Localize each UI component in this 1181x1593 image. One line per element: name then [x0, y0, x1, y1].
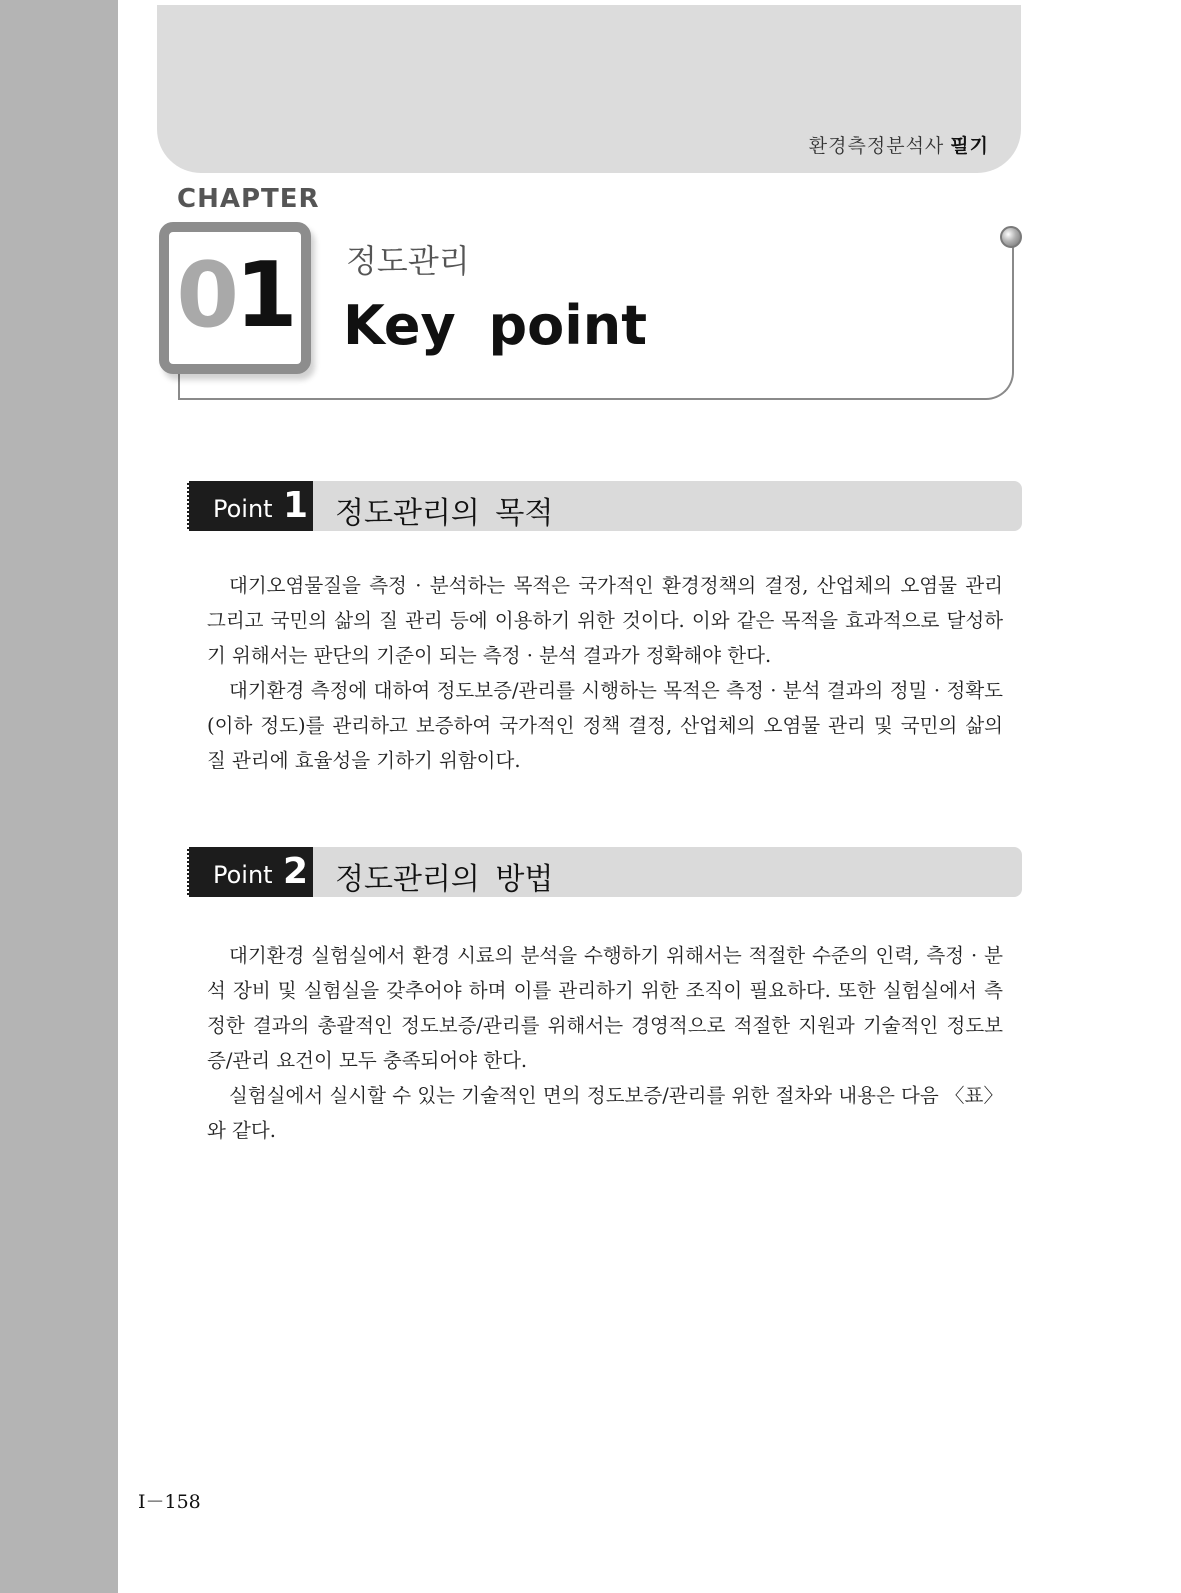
- frame-bullet-icon: [1000, 226, 1022, 248]
- point-1-paragraph-1: 대기오염물질을 측정 · 분석하는 목적은 국가적인 환경정책의 결정, 산업체의 오염물 관리 그리고 국민의 삶의 질 관리 등에 이용하기 위한 것이다. 이와 같은 목적을 효과적으로 달성하기 위해서는 판단의 기준이 되는 측정 · 분석 결과가 정확해야 한다.: [207, 574, 1003, 667]
- chapter-number: [176, 243, 294, 348]
- point-1-heading: [187, 481, 1022, 531]
- chapter-label: CHAPTER: [177, 184, 320, 214]
- page-margin-strip: [0, 0, 118, 1593]
- book-title: [809, 131, 989, 158]
- point-1-label: Point: [213, 495, 273, 523]
- running-header-banner: [157, 5, 1021, 173]
- point-2-heading: [187, 847, 1022, 897]
- point-2-paragraph-1: 대기환경 실험실에서 환경 시료의 분석을 수행하기 위해서는 적절한 수준의 인력, 측정 · 분석 장비 및 실험실을 갖추어야 하며 이를 관리하기 위한 조직이 필요하다. 또한 실험실에서 측정한 결과의 총괄적인 정도보증/관리를 위해서는 경영적으로 적절한 지원과 기술적인 정도보증/관리 요건이 모두 충족되어야 한다.: [207, 944, 1003, 1072]
- chapter-number-digit-1: 1: [235, 243, 294, 348]
- point-1-number: 1: [283, 485, 309, 526]
- point-2-body: [207, 938, 1003, 1148]
- point-1-paragraph-2: 대기환경 측정에 대하여 정도보증/관리를 시행하는 목적은 측정 · 분석 결과의 정밀 · 정확도(이하 정도)를 관리하고 보증하여 국가적인 정책 결정, 산업체의 오염물 관리 및 국민의 삶의 질 관리에 효율성을 기하기 위함이다.: [207, 679, 1003, 772]
- point-2-number: 2: [283, 851, 309, 892]
- book-title-emphasis: 필기: [950, 135, 989, 157]
- point-2-tab: [187, 847, 313, 897]
- point-2-label: Point: [213, 861, 273, 889]
- chapter-title: Key point: [343, 294, 648, 357]
- page-number: I－158: [138, 1491, 201, 1513]
- point-1-tab: [187, 481, 313, 531]
- chapter-number-digit-0: 0: [176, 243, 235, 348]
- point-2-paragraph-2: 실험실에서 실시할 수 있는 기술적인 면의 정도보증/관리를 위한 절차와 내용은 다음 〈표〉와 같다.: [207, 1084, 1003, 1142]
- book-title-text: 환경측정분석사: [808, 135, 945, 157]
- chapter-subject: 정도관리: [346, 242, 470, 280]
- point-1-title: 정도관리의 목적: [335, 496, 554, 531]
- point-1-body: [207, 568, 1003, 778]
- chapter-number-box: [159, 222, 311, 374]
- point-2-title: 정도관리의 방법: [335, 862, 554, 897]
